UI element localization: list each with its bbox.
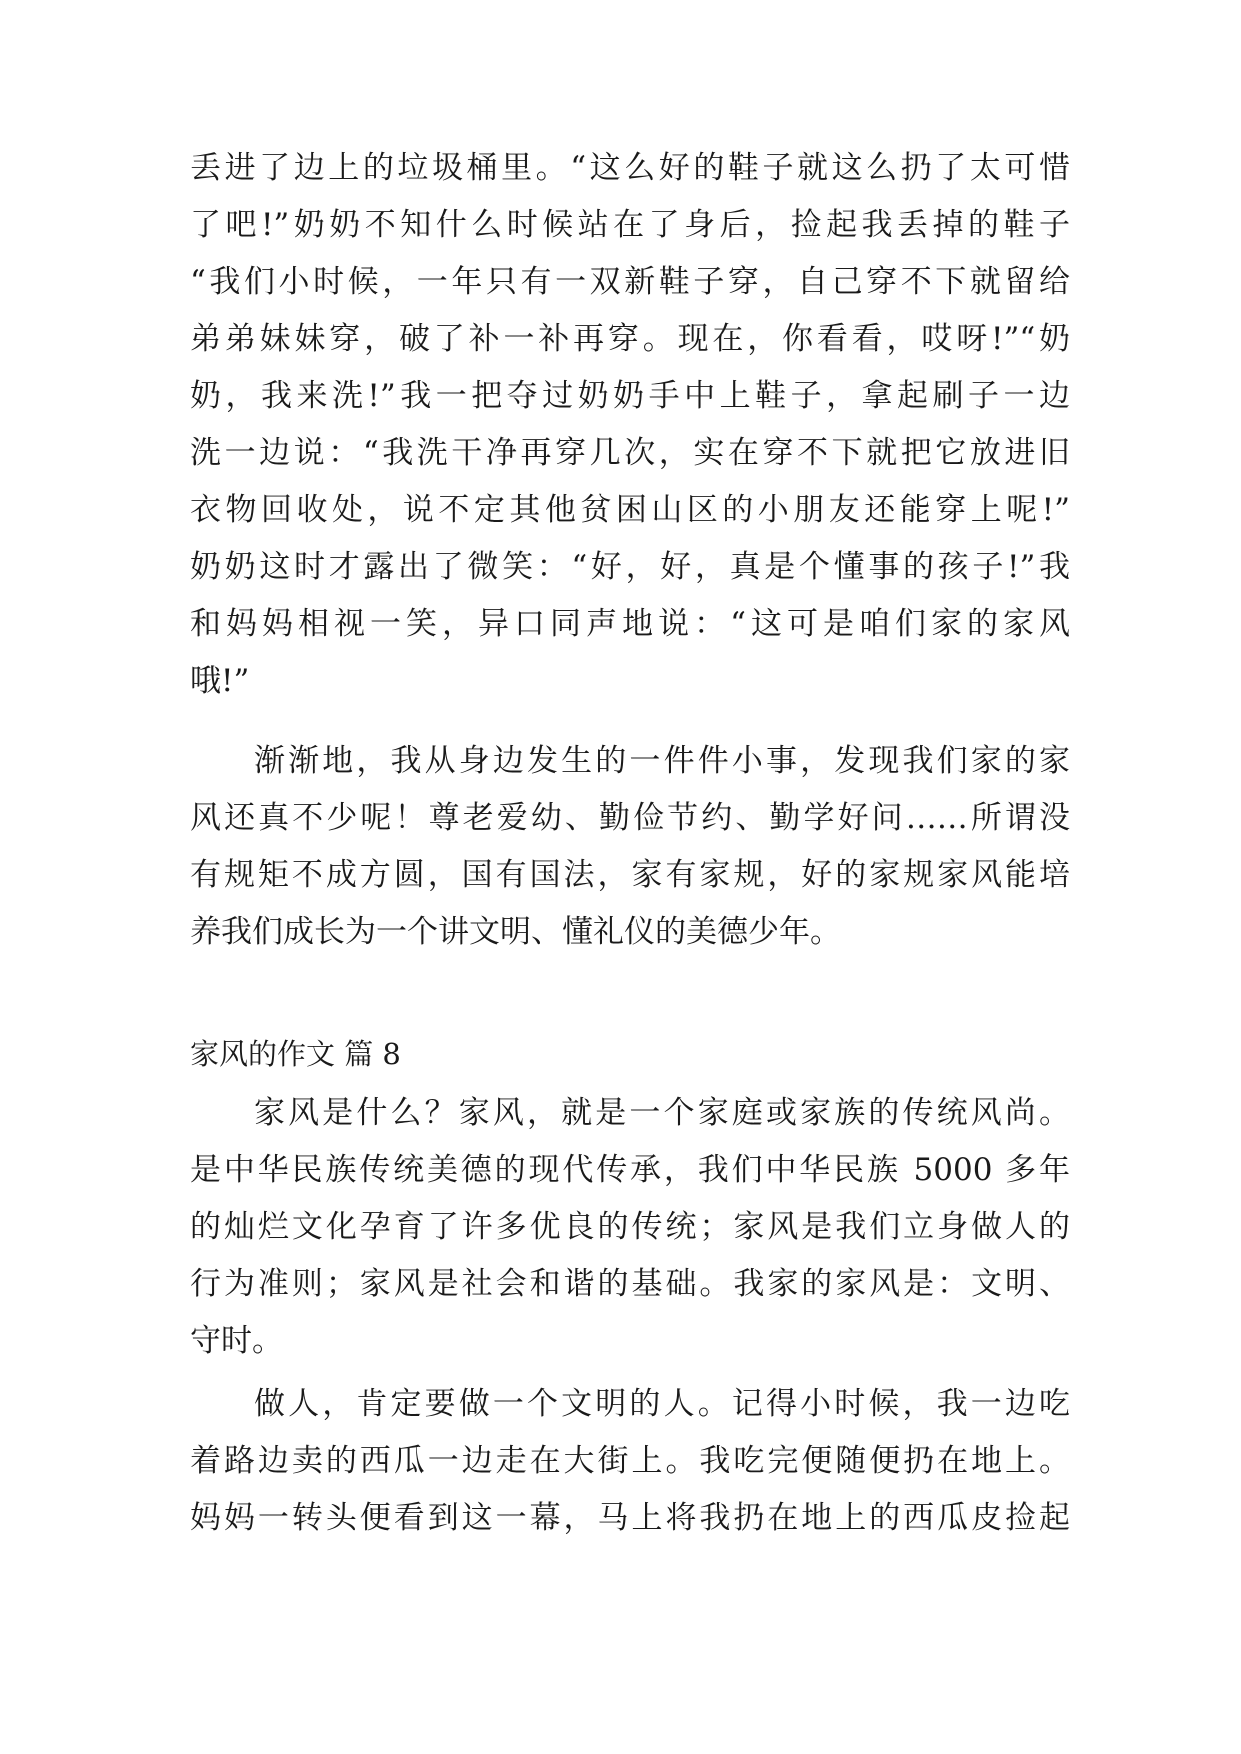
text-line: 了吧!”奶奶不知什么时候站在了身后，捡起我丢掉的鞋子: [190, 207, 1070, 243]
text-line: 守时。: [190, 1323, 283, 1359]
text-line: 养我们成长为一个讲文明、懂礼仪的美德少年。: [190, 914, 841, 950]
text-line: 家风是什么？家风，就是一个家庭或家族的传统风尚。: [254, 1095, 1070, 1131]
text-line: 的灿烂文化孕育了许多优良的传统；家风是我们立身做人的: [190, 1209, 1070, 1245]
text-line: 风还真不少呢！尊老爱幼、勤俭节约、勤学好问……所谓没: [190, 800, 1070, 836]
text-line: 行为准则；家风是社会和谐的基础。我家的家风是：文明、: [190, 1266, 1070, 1302]
text-line: 洗一边说：“我洗干净再穿几次，实在穿不下就把它放进旧: [190, 435, 1070, 471]
text-line: 着路边卖的西瓜一边走在大街上。我吃完便随便扔在地上。: [190, 1443, 1070, 1479]
text-line: 妈妈一转头便看到这一幕，马上将我扔在地上的西瓜皮捡起: [190, 1500, 1070, 1536]
section-heading: 家风的作文 篇 8: [190, 1037, 401, 1071]
text-line: 衣物回收处，说不定其他贫困山区的小朋友还能穿上呢!”: [190, 492, 1070, 528]
text-line: 和妈妈相视一笑，异口同声地说：“这可是咱们家的家风: [190, 606, 1070, 642]
text-line: “我们小时候，一年只有一双新鞋子穿，自己穿不下就留给: [190, 264, 1070, 300]
text-line: 丢进了边上的垃圾桶里。“这么好的鞋子就这么扔了太可惜: [190, 150, 1070, 186]
text-line: 渐渐地，我从身边发生的一件件小事，发现我们家的家: [254, 743, 1070, 779]
text-line: 奶奶这时才露出了微笑：“好，好，真是个懂事的孩子!”我: [190, 549, 1070, 585]
text-line: 奶，我来洗!”我一把夺过奶奶手中上鞋子，拿起刷子一边: [190, 378, 1070, 414]
text-line: 弟弟妹妹穿，破了补一补再穿。现在，你看看，哎呀!”“奶: [190, 321, 1070, 357]
text-line: 有规矩不成方圆，国有国法，家有家规，好的家规家风能培: [190, 857, 1070, 893]
text-line: 哦!”: [190, 663, 250, 699]
text-line: 是中华民族传统美德的现代传承，我们中华民族 5000 多年: [190, 1152, 1070, 1188]
text-line: 做人，肯定要做一个文明的人。记得小时候，我一边吃: [254, 1386, 1070, 1422]
